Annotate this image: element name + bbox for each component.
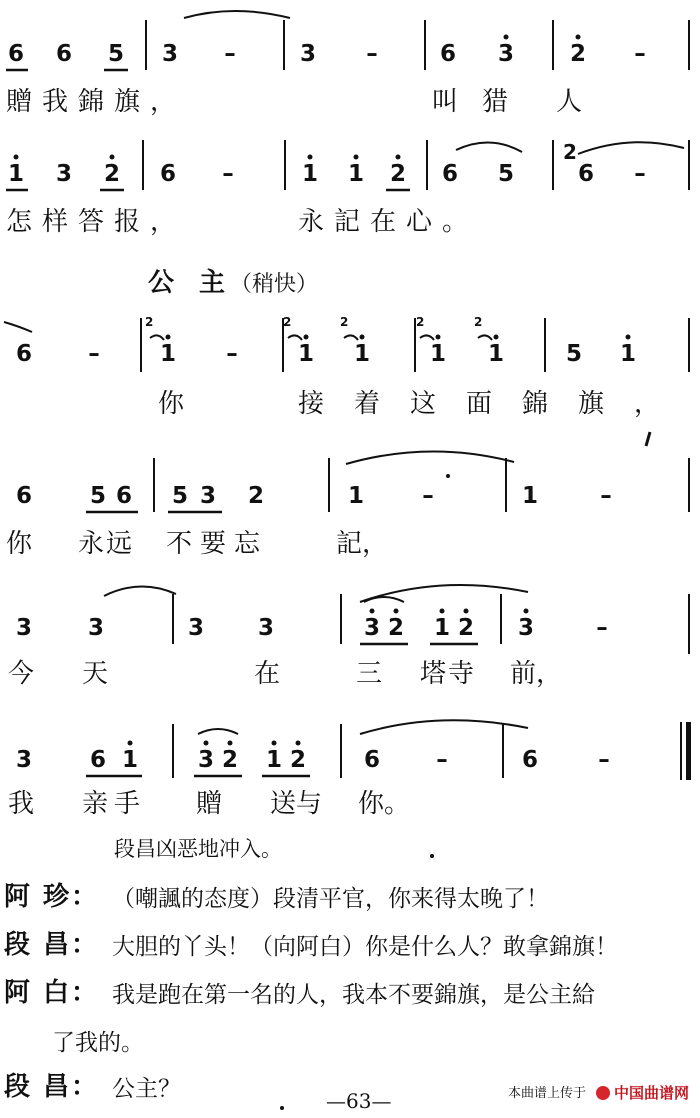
lyric: 叫猎 bbox=[432, 87, 533, 117]
note: – bbox=[224, 41, 236, 67]
note: – bbox=[366, 41, 378, 67]
note: 6 bbox=[55, 41, 72, 67]
lyric: 天 bbox=[82, 659, 109, 689]
barline bbox=[688, 20, 690, 70]
note: 6 bbox=[15, 483, 32, 509]
note: – bbox=[600, 483, 612, 509]
barline bbox=[544, 318, 546, 372]
note: 6 bbox=[15, 341, 32, 367]
note: 3 bbox=[363, 615, 380, 641]
lyric: 人 bbox=[556, 87, 583, 117]
lyric: 今 bbox=[8, 659, 35, 689]
note: 3 bbox=[197, 747, 214, 773]
note: 5 bbox=[107, 41, 124, 67]
note: 6 bbox=[441, 161, 458, 187]
lyric: 亲手 bbox=[82, 789, 147, 819]
lyric: 前， bbox=[510, 659, 563, 689]
note: 1 bbox=[521, 483, 538, 509]
note: 1 bbox=[347, 483, 364, 509]
note: 2 bbox=[247, 483, 264, 509]
barline bbox=[426, 140, 428, 190]
note: – bbox=[598, 747, 610, 773]
final-barline-thin bbox=[680, 722, 682, 780]
barline bbox=[552, 140, 554, 190]
note: 6 bbox=[521, 747, 538, 773]
note: 1 bbox=[619, 341, 636, 367]
note: 1 bbox=[121, 747, 138, 773]
note: 1 bbox=[301, 161, 318, 187]
dialogue-line: 我是跑在第一名的人，我本不要錦旗，是公主給 bbox=[112, 982, 595, 1008]
barline bbox=[142, 140, 144, 190]
role-name: 公 主 bbox=[148, 268, 234, 298]
barline bbox=[153, 458, 155, 512]
note: – bbox=[634, 161, 646, 187]
barline bbox=[424, 20, 426, 70]
note: – bbox=[422, 483, 434, 509]
note: 1 bbox=[159, 341, 176, 367]
lyric: 我 bbox=[8, 789, 35, 819]
page-number: —63— bbox=[326, 1089, 392, 1113]
note: 3 bbox=[257, 615, 274, 641]
note: 2 bbox=[569, 41, 586, 67]
note: 2 bbox=[221, 747, 238, 773]
note: 5 bbox=[497, 161, 514, 187]
note: 3 bbox=[161, 41, 178, 67]
note: 3 bbox=[55, 161, 72, 187]
svg-text:2: 2 bbox=[283, 315, 292, 329]
note: 3 bbox=[199, 483, 216, 509]
final-barline-thick bbox=[686, 722, 691, 780]
lyric: 三 bbox=[356, 659, 383, 689]
note: 1 bbox=[347, 161, 364, 187]
dialogue-line: 公主？ bbox=[112, 1076, 181, 1102]
tempo-marking: （稍快） bbox=[230, 272, 319, 297]
role-name: 段 昌： bbox=[4, 1072, 100, 1102]
lyric: 接着这面錦旗， bbox=[298, 389, 691, 419]
note: 3 bbox=[187, 615, 204, 641]
note: 1 bbox=[429, 341, 446, 367]
note: 3 bbox=[15, 615, 32, 641]
note: 3 bbox=[497, 41, 514, 67]
lyric: 送与 bbox=[270, 789, 323, 819]
barline bbox=[552, 20, 554, 70]
note: 5 bbox=[171, 483, 188, 509]
dialogue-line: 大胆的丫头！（向阿白）你是什么人？敢拿錦旗！ bbox=[112, 934, 618, 960]
note: – bbox=[88, 341, 100, 367]
note: 2 bbox=[457, 615, 474, 641]
note: – bbox=[596, 615, 608, 641]
lyric: 在 bbox=[254, 659, 281, 689]
barline bbox=[502, 724, 504, 778]
note: 1 bbox=[433, 615, 450, 641]
role-name: 阿 珍： bbox=[4, 882, 100, 912]
note: 6 bbox=[89, 747, 106, 773]
barline bbox=[505, 458, 507, 512]
note: 1 bbox=[353, 341, 370, 367]
note: 5 bbox=[565, 341, 582, 367]
note: – bbox=[226, 341, 238, 367]
lyric: 塔寺 bbox=[420, 659, 477, 689]
lyric: 怎样答报， bbox=[6, 207, 187, 237]
note: 6 bbox=[115, 483, 132, 509]
barline bbox=[340, 724, 342, 778]
barline bbox=[688, 594, 690, 654]
note: 2 bbox=[389, 161, 406, 187]
barline bbox=[172, 594, 174, 644]
dialogue-line: 了我的。 bbox=[52, 1030, 144, 1056]
svg-text:2: 2 bbox=[474, 315, 483, 329]
svg-text:2: 2 bbox=[145, 315, 154, 329]
svg-text:2: 2 bbox=[416, 315, 425, 329]
note: 6 bbox=[7, 41, 24, 67]
barline bbox=[688, 318, 690, 372]
note: – bbox=[436, 747, 448, 773]
note: 6 bbox=[577, 161, 594, 187]
barline bbox=[328, 458, 330, 512]
note: – bbox=[222, 161, 234, 187]
lyric: 永記在心。 bbox=[298, 207, 479, 237]
svg-text:2: 2 bbox=[340, 315, 349, 329]
note: 1 bbox=[487, 341, 504, 367]
lyric: 不要忘 bbox=[166, 529, 269, 559]
barline bbox=[414, 318, 416, 372]
barline bbox=[140, 318, 142, 372]
note: 3 bbox=[87, 615, 104, 641]
grace-note: 2 bbox=[563, 140, 577, 164]
lyric: 贈 bbox=[196, 789, 223, 819]
barline bbox=[688, 140, 690, 190]
lyric: 記， bbox=[336, 529, 389, 559]
note: 6 bbox=[363, 747, 380, 773]
site-name: 中国曲谱网 bbox=[614, 1084, 690, 1102]
stage-direction: 段昌凶恶地冲入。 bbox=[114, 837, 282, 861]
lyric: 永远 bbox=[78, 529, 135, 559]
site-logo-icon bbox=[596, 1086, 610, 1100]
note: 2 bbox=[103, 161, 120, 187]
dialogue-line: （嘲諷的态度）段清平官，你来得太晚了！ bbox=[112, 886, 549, 912]
barline bbox=[284, 140, 286, 190]
note: 2 bbox=[289, 747, 306, 773]
note: 1 bbox=[7, 161, 24, 187]
lyric: 贈我錦旗， bbox=[6, 87, 187, 117]
barline bbox=[340, 594, 342, 644]
barline bbox=[172, 724, 174, 778]
lyric: 你。 bbox=[358, 789, 411, 819]
role-name: 段 昌： bbox=[4, 930, 100, 960]
note: 3 bbox=[517, 615, 534, 641]
note: 1 bbox=[265, 747, 282, 773]
note: 2 bbox=[387, 615, 404, 641]
upload-note: 本曲谱上传于 bbox=[508, 1086, 587, 1101]
note: 6 bbox=[159, 161, 176, 187]
note: 3 bbox=[299, 41, 316, 67]
lyric: 你 bbox=[158, 389, 185, 419]
note: 5 bbox=[89, 483, 106, 509]
barline bbox=[688, 458, 690, 512]
note: 3 bbox=[15, 747, 32, 773]
barline bbox=[500, 594, 502, 644]
role-name: 阿 白： bbox=[4, 978, 100, 1008]
barline bbox=[283, 20, 285, 70]
lyric: 你 bbox=[6, 529, 33, 559]
note: 6 bbox=[439, 41, 456, 67]
note: – bbox=[634, 41, 646, 67]
barline bbox=[282, 318, 284, 372]
note: 1 bbox=[297, 341, 314, 367]
barline bbox=[145, 20, 147, 70]
